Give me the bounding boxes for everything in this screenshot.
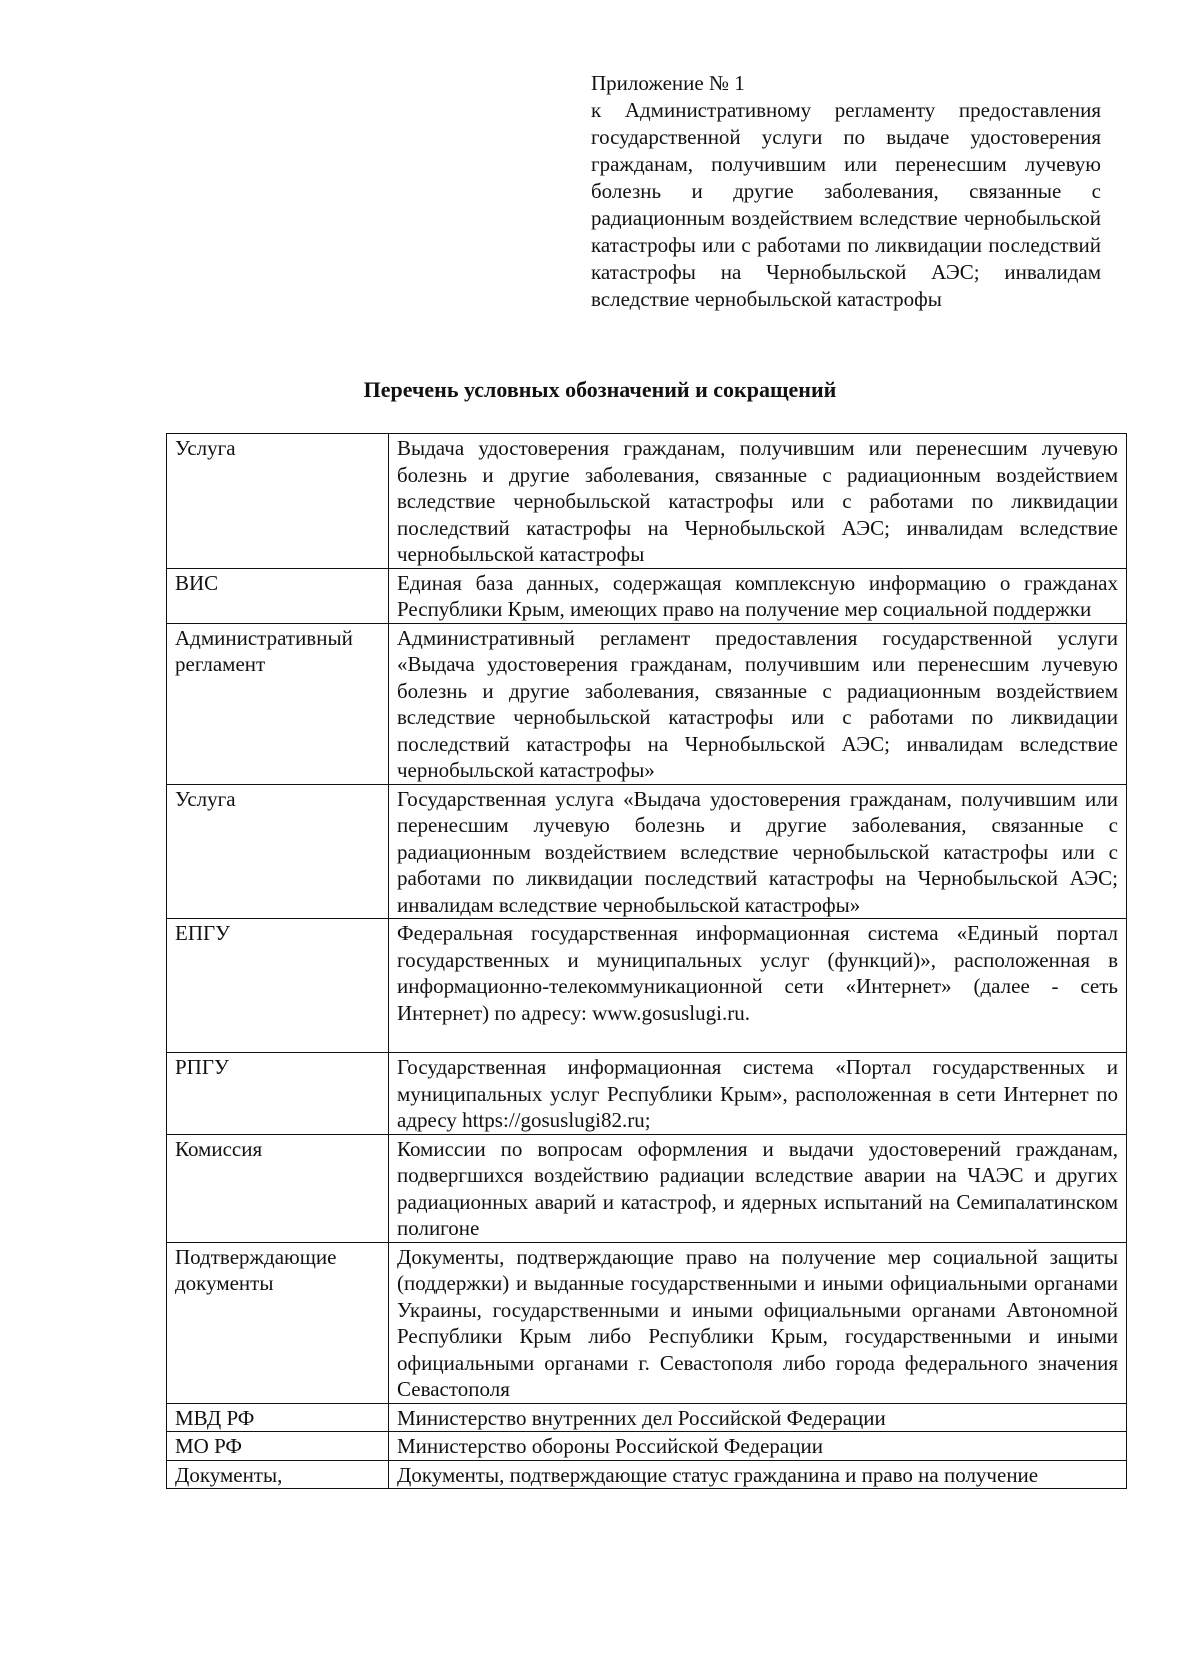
table-row: [167, 434, 1127, 569]
term-cell: МВД РФ: [167, 1403, 389, 1432]
term-cell: ЕПГУ: [167, 919, 389, 1053]
definition-cell: Министерство внутренних дел Российской Федерации: [389, 1403, 1127, 1432]
definition-cell: Единая база данных, содержащая комплексную информацию о гражданах Республики Крым, имеющих право на получение мер социальной поддержки: [389, 568, 1127, 623]
definition-cell: Выдача удостоверения гражданам, получившим или перенесшим лучевую болезнь и другие заболевания, связанные с радиационным воздействием вследствие чернобыльской катастрофы или с работами по ликвидации последствий катастрофы на Чернобыльской АЭС; инвалидам вследствие чернобыльской катастрофы: [389, 434, 1127, 569]
table-row: [167, 1134, 1127, 1242]
definition-cell: Федеральная государственная информационная система «Единый портал государственных и муниципальных услуг (функций)», расположенная в информационно-телекоммуникационной сети «Интернет» (далее - сеть Интернет) по адресу: www.gosuslugi.ru.: [389, 919, 1127, 1053]
term-cell: ВИС: [167, 568, 389, 623]
term-cell: Комиссия: [167, 1134, 389, 1242]
definition-cell: Государственная информационная система «Портал государственных и муниципальных услуг Республики Крым», расположенная в сети Интернет по адресу https://gosuslugi82.ru;: [389, 1053, 1127, 1135]
table-row: [167, 623, 1127, 784]
table-row: [167, 1432, 1127, 1461]
annex-title: Приложение № 1: [591, 71, 745, 95]
definition-cell: Административный регламент предоставления государственной услуги «Выдача удостоверения гражданам, получившим или перенесшим лучевую болезнь и другие заболевания, связанные с радиационным воздействием вследствие чернобыльской катастрофы или с работами по ликвидации последствий катастрофы на Чернобыльской АЭС; инвалидам вследствие чернобыльской катастрофы»: [389, 623, 1127, 784]
definition-cell: Документы, подтверждающие статус гражданина и право на получение: [389, 1460, 1127, 1489]
page-title: Перечень условных обозначений и сокращений: [363, 377, 837, 402]
table-row: [167, 568, 1127, 623]
term-cell: Услуга: [167, 434, 389, 569]
term-cell: Административный регламент: [167, 623, 389, 784]
term-cell: МО РФ: [167, 1432, 389, 1461]
term-cell: Документы,: [167, 1460, 389, 1489]
term-cell: Услуга: [167, 784, 389, 919]
table-row: [167, 1403, 1127, 1432]
table-row: [167, 1460, 1127, 1489]
definition-cell: Государственная услуга «Выдача удостоверения гражданам, получившим или перенесшим лучевую болезнь и другие заболевания, связанные с радиационным воздействием вследствие чернобыльской катастрофы или с работами по ликвидации последствий катастрофы на Чернобыльской АЭС; инвалидам вследствие чернобыльской катастрофы»: [389, 784, 1127, 919]
annex-reference: к Административному регламенту предоставления государственной услуги по выдаче удостоверения гражданам, получившим или перенесшим лучевую болезнь и другие заболевания, связанные с радиационным воздействием вследствие чернобыльской катастрофы или с работами по ликвидации последствий катастрофы на Чернобыльской АЭС; инвалидам вследствие чернобыльской катастрофы: [591, 98, 1101, 311]
definition-cell: Министерство обороны Российской Федерации: [389, 1432, 1127, 1461]
annex-header: [591, 70, 1101, 313]
table-row: [167, 1242, 1127, 1403]
table-row: [167, 784, 1127, 919]
term-cell: РПГУ: [167, 1053, 389, 1135]
term-cell: Подтверждающие документы: [167, 1242, 389, 1403]
definition-cell: Документы, подтверждающие право на получение мер социальной защиты (поддержки) и выданные государственными и иными официальными органами Украины, государственными и иными официальными органами Автономной Республики Крым либо Республики Крым, государственными и иными официальными органами г. Севастополя либо города федерального значения Севастополя: [389, 1242, 1127, 1403]
table-row: [167, 1053, 1127, 1135]
definition-cell: Комиссии по вопросам оформления и выдачи удостоверений гражданам, подвергшихся воздействию радиации вследствие аварии на ЧАЭС и других радиационных аварий и катастроф, и ядерных испытаний на Семипалатинском полигоне: [389, 1134, 1127, 1242]
abbreviations-table: [166, 433, 1127, 1489]
table-row: [167, 919, 1127, 1053]
